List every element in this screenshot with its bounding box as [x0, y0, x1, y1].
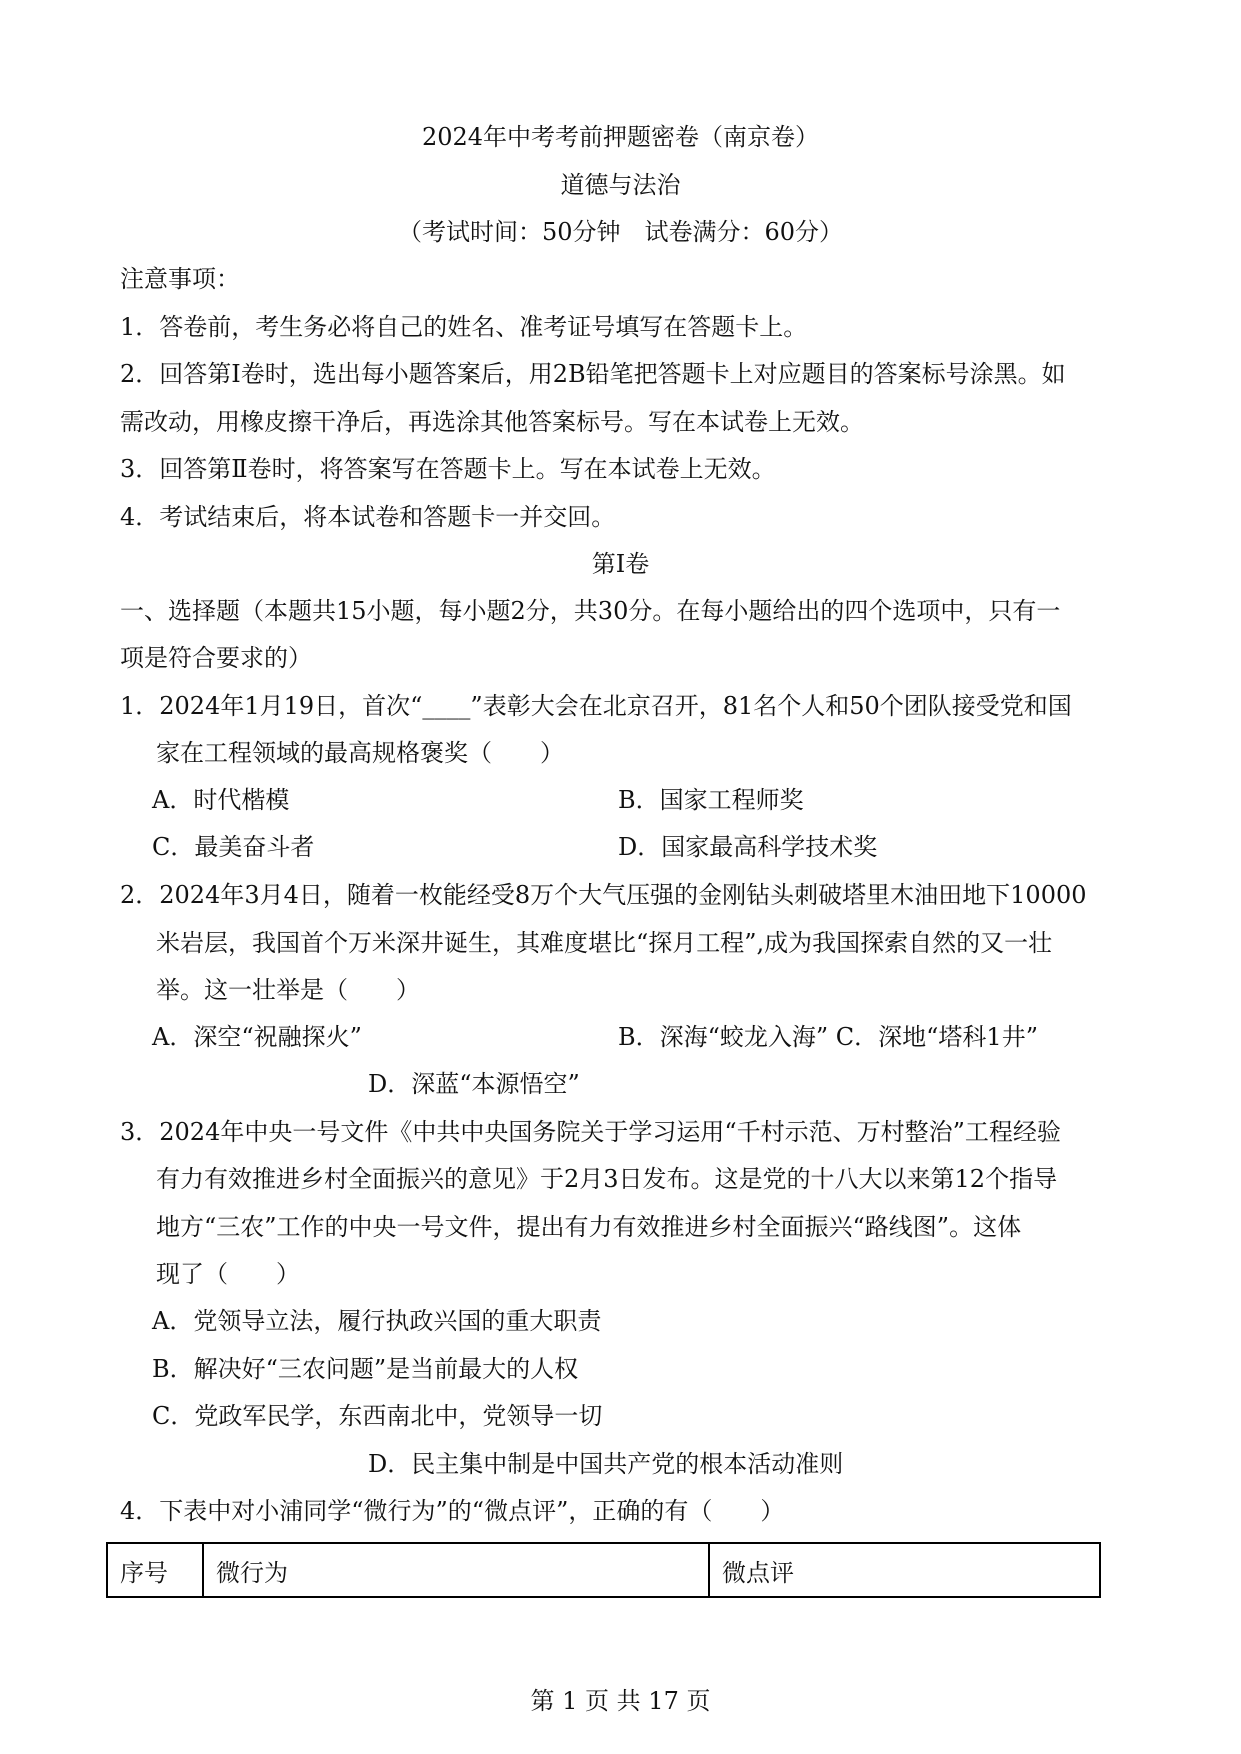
q1-stem-line2: 家在工程领域的最高规格褒奖（ ） [156, 739, 564, 767]
page-footer: 第 1 页 共 17 页 [530, 1687, 711, 1715]
q1-option-d: D．国家最高科学技术奖 [618, 833, 878, 861]
q2-stem-line3: 举。这一壮举是（ ） [156, 976, 420, 1004]
notice-heading: 注意事项： [120, 265, 240, 293]
exam-title: 2024年中考考前押题密卷（南京卷） [421, 123, 820, 151]
q3-stem-line2: 有力有效推进乡村全面振兴的意见》于2月3日发布。这是党的十八大以来第12个指导 [156, 1165, 1058, 1193]
q3-option-d: D．民主集中制是中国共产党的根本活动准则 [368, 1450, 844, 1478]
q1-option-c: C．最美奋斗者 [152, 833, 315, 861]
table-header-cell: 序号 [107, 1543, 203, 1597]
q1-stem-line1: 1．2024年1月19日，首次“____”表彰大会在北京召开，81名个人和50个团队接受党和国 [120, 692, 1072, 720]
q3-option-a: A．党领导立法，履行执政兴国的重大职责 [152, 1307, 602, 1335]
q3-stem-line4: 现了（ ） [156, 1260, 300, 1288]
q2-stem-line2: 米岩层，我国首个万米深井诞生，其难度堪比“探月工程”,成为我国探索自然的又一壮 [156, 929, 1053, 957]
table-header-cell: 微点评 [709, 1543, 1100, 1597]
notice-item-3: 3．回答第Ⅱ卷时，将答案写在答题卡上。写在本试卷上无效。 [120, 455, 776, 483]
volume-title: 第Ⅰ卷 [591, 550, 650, 578]
q2-option-a: A．深空“祝融探火” [152, 1023, 362, 1051]
q3-stem-line3: 地方“三农”工作的中央一号文件，提出有力有效推进乡村全面振兴“路线图”。这体 [156, 1213, 1022, 1241]
q1-option-a: A．时代楷模 [152, 786, 290, 814]
q4-stem-line1: 4．下表中对小浦同学“微行为”的“微点评”，正确的有（ ） [120, 1497, 785, 1525]
q2-option-b-c: B．深海“蛟龙入海” C．深地“塔科1井” [618, 1023, 1038, 1051]
table-header-cell: 微行为 [203, 1543, 709, 1597]
q2-stem-line1: 2．2024年3月4日，随着一枚能经受8万个大气压强的金刚钻头刺破塔里木油田地下10000 [120, 881, 1087, 909]
notice-item-2-line2: 需改动，用橡皮擦干净后，再选涂其他答案标号。写在本试卷上无效。 [120, 408, 864, 436]
q3-stem-line1: 3．2024年中央一号文件《中共中央国务院关于学习运用“千村示范、万村整治”工程经验 [120, 1118, 1061, 1146]
notice-item-2-line1: 2．回答第Ⅰ卷时，选出每小题答案后，用2B铅笔把答题卡上对应题目的答案标号涂黑。如 [120, 360, 1066, 388]
q3-option-b: B．解决好“三农问题”是当前最大的人权 [152, 1355, 579, 1383]
q1-option-b: B．国家工程师奖 [618, 786, 804, 814]
q4-table [106, 1542, 1101, 1598]
q2-option-d: D．深蓝“本源悟空” [368, 1070, 580, 1098]
q3-option-c: C．党政军民学，东西南北中，党领导一切 [152, 1402, 603, 1430]
notice-item-4: 4．考试结束后，将本试卷和答题卡一并交回。 [120, 503, 616, 531]
exam-info: （考试时间：50分钟 试卷满分：60分） [397, 218, 844, 246]
part-heading-line1: 一、选择题（本题共15小题，每小题2分，共30分。在每小题给出的四个选项中，只有一 [120, 597, 1061, 625]
table-header-row [107, 1543, 1100, 1597]
part-heading-line2: 项是符合要求的） [120, 644, 312, 672]
notice-item-1: 1．答卷前，考生务必将自己的姓名、准考证号填写在答题卡上。 [120, 313, 808, 341]
subject-title: 道德与法治 [560, 171, 681, 199]
